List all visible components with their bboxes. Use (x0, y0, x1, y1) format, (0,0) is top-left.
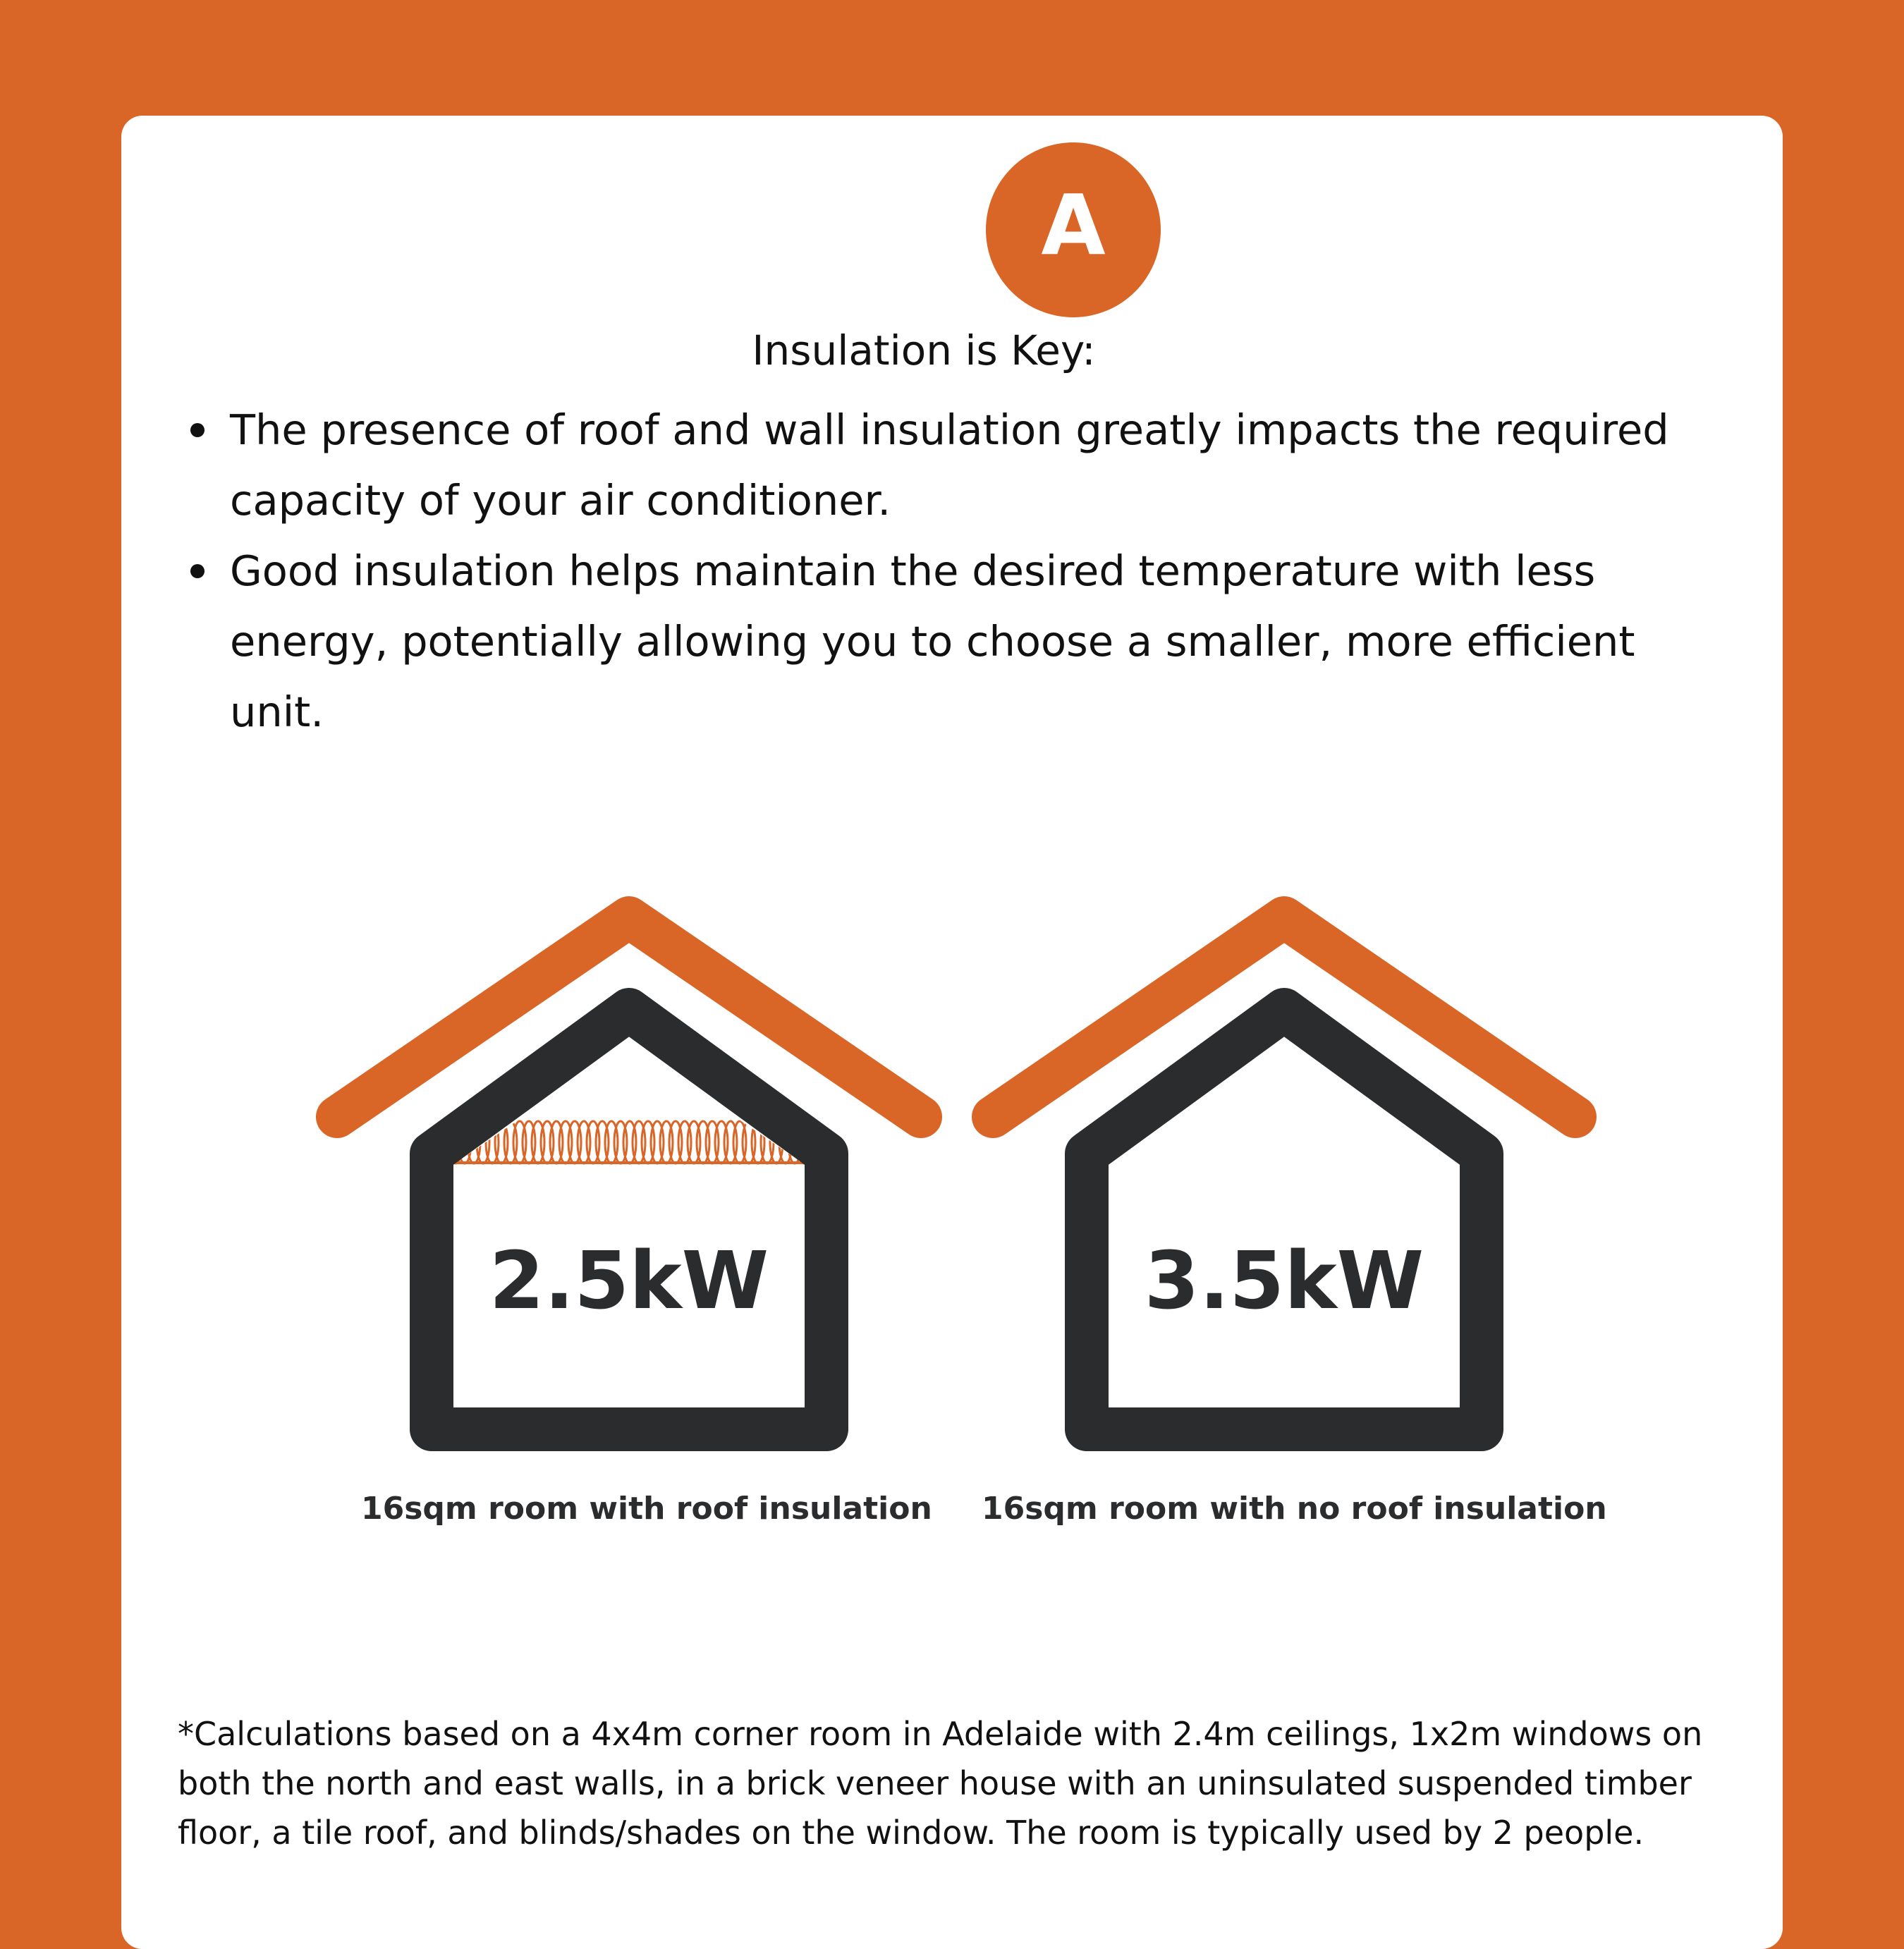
house-caption: 16sqm room with roof insulation (361, 1491, 932, 1527)
section-heading: Insulation is Key: (752, 326, 1096, 374)
capacity-value: 3.5kW (1144, 1235, 1424, 1327)
bullet-item: The presence of roof and wall insulation greatly impacts the required capacity of your air conditioner. (230, 395, 1725, 536)
house-outline-icon (1087, 1010, 1482, 1429)
house-uninsulated (993, 917, 1575, 1429)
house-insulated (337, 917, 921, 1429)
capacity-value: 2.5kW (489, 1235, 769, 1327)
house-outline-icon (432, 1010, 826, 1429)
logo-letter: A (1041, 176, 1106, 274)
house-caption: 16sqm room with no roof insulation (982, 1491, 1607, 1527)
bullet-item: Good insulation helps maintain the desired temperature with less energy, potentially allowing you to choose a smaller, more efficient unit. (230, 536, 1725, 747)
footnote: *Calculations based on a 4x4m corner room in Adelaide with 2.4m ceilings, 1x2m windows on both the north and east walls, in a brick veneer house with an uninsulated suspended timber floor, a tile roof, and blinds/shades on the window. The room is typically used by 2 people. (178, 1715, 1703, 1852)
